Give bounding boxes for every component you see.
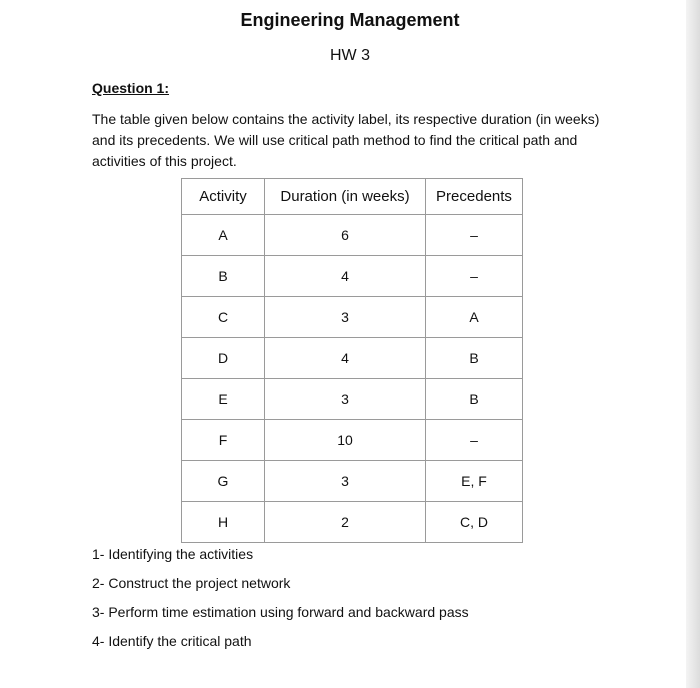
cell-precedents: – [426,420,523,461]
page-edge [686,0,700,688]
cell-precedents: A [426,297,523,338]
table-row [182,297,523,338]
header-precedents: Precedents [426,179,523,215]
cell-precedents: B [426,338,523,379]
document-title: Engineering Management [240,10,460,30]
cell-duration: 10 [265,420,426,461]
task-item: 1- Identifying the activities [92,546,254,562]
task-list [92,544,469,660]
cell-duration: 3 [265,461,426,502]
table-row [182,256,523,297]
table-row [182,338,523,379]
cell-precedents: – [426,215,523,256]
cell-duration: 2 [265,502,426,543]
cell-activity: G [182,461,265,502]
table-row [182,420,523,461]
cell-activity: F [182,420,265,461]
question-heading: Question 1: [92,80,170,96]
cell-precedents: E, F [426,461,523,502]
task-item: 2- Construct the project network [92,575,291,591]
table-row [182,502,523,543]
cell-duration: 6 [265,215,426,256]
cell-duration: 3 [265,379,426,420]
table-header-row [182,179,523,215]
cell-duration: 3 [265,297,426,338]
cell-precedents: B [426,379,523,420]
cell-activity: D [182,338,265,379]
header-duration: Duration (in weeks) [265,179,426,215]
task-item: 3- Perform time estimation using forward and backward pass [92,604,469,620]
activity-table [181,178,523,543]
table-row [182,379,523,420]
cell-precedents: C, D [426,502,523,543]
header-activity: Activity [182,179,265,215]
cell-activity: H [182,502,265,543]
cell-activity: C [182,297,265,338]
document-subtitle: HW 3 [330,47,370,64]
cell-activity: B [182,256,265,297]
cell-duration: 4 [265,338,426,379]
cell-precedents: – [426,256,523,297]
cell-duration: 4 [265,256,426,297]
cell-activity: E [182,379,265,420]
table-row [182,215,523,256]
cell-activity: A [182,215,265,256]
table-row [182,461,523,502]
question-text: The table given below contains the activity label, its respective duration (in weeks) and its precedents. We will use critical path method to find the critical path and activities of this project. [92,111,600,169]
task-item: 4- Identify the critical path [92,633,252,649]
